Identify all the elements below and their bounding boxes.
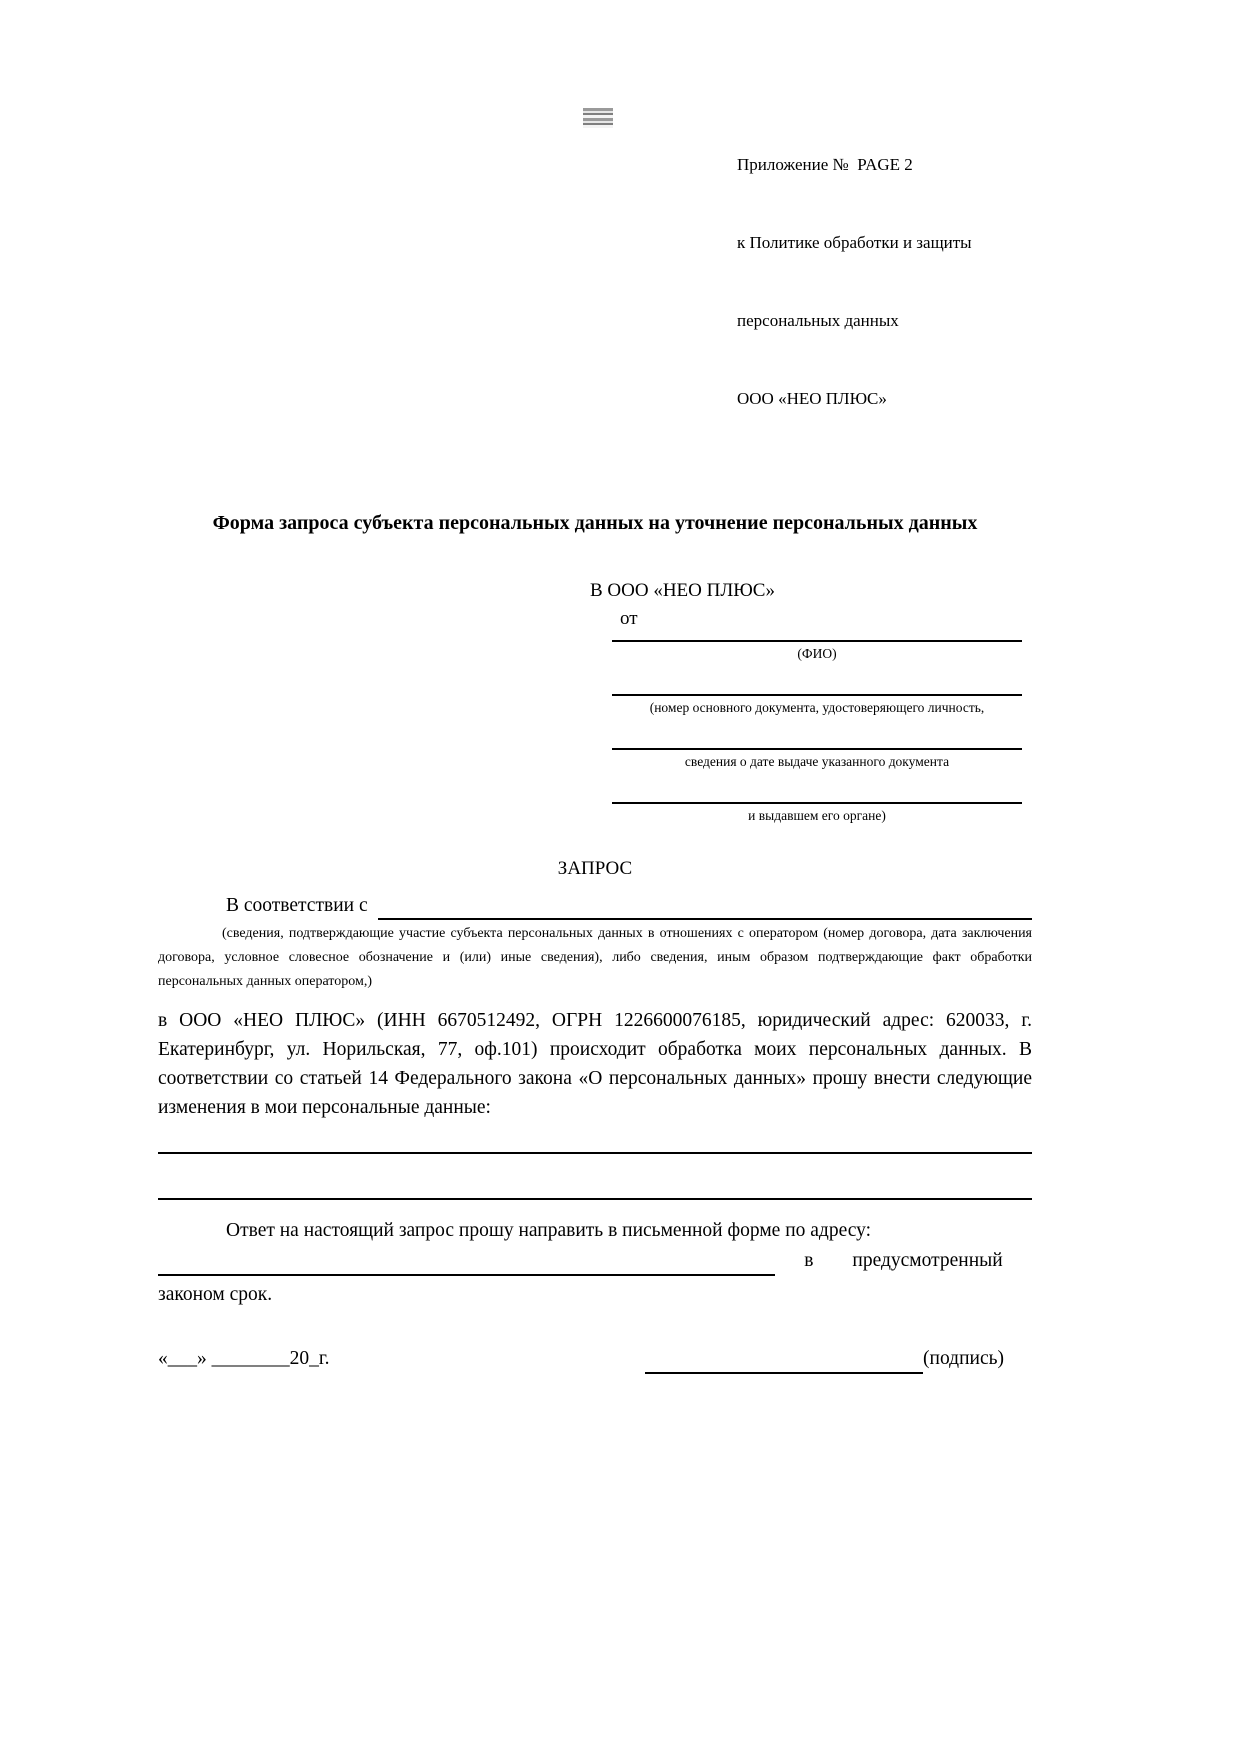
fine-print-note: (сведения, подтверждающие участие субъекта персональных данных в отношениях с оператором (номер договора, дата заключения договора, условное словесное обозначение и (или) иные сведения), либо сведения, иным образом подтверждающие факт обработки персональных данных оператором,) bbox=[158, 926, 1032, 989]
issuing-authority-blank-line[interactable] bbox=[612, 794, 1022, 804]
reply-address-line bbox=[158, 1246, 1032, 1276]
addressee-to: В ООО «НЕО ПЛЮС» bbox=[590, 580, 775, 601]
address-blank-line[interactable] bbox=[158, 1248, 775, 1276]
fio-caption: (ФИО) bbox=[797, 646, 837, 661]
issuing-authority-caption: и выдавшем его органе) bbox=[748, 808, 886, 823]
header-personal-data-line: персональных данных bbox=[737, 311, 899, 330]
date-blank-line[interactable]: «___» ________20_г. bbox=[158, 1348, 330, 1369]
addressee-block bbox=[158, 576, 1032, 824]
addressee-fields bbox=[612, 632, 1022, 824]
fio-blank-line[interactable] bbox=[612, 632, 1022, 642]
document-number-blank-line[interactable] bbox=[612, 686, 1022, 696]
intro-line bbox=[158, 892, 1032, 920]
signature-blank-line[interactable] bbox=[645, 1346, 923, 1374]
signature-caption: (подпись) bbox=[923, 1348, 1004, 1369]
issue-date-field bbox=[612, 740, 1022, 770]
from-label: от bbox=[620, 608, 638, 629]
form-title: Форма запроса субъекта персональных данных на уточнение персональных данных bbox=[212, 512, 978, 534]
signature-group bbox=[645, 1344, 1004, 1374]
changes-blank-line-1[interactable] bbox=[158, 1152, 1032, 1154]
issue-date-caption: сведения о дате выдаче указанного документа bbox=[684, 754, 950, 769]
basis-blank-line[interactable] bbox=[378, 894, 1032, 920]
header-policy-line: к Политике обработки и защиты bbox=[737, 233, 972, 252]
header-text-block bbox=[737, 100, 1032, 464]
document-number-field bbox=[612, 686, 1022, 716]
document-header bbox=[158, 100, 1032, 464]
reply-tail-words: в предусмотренный bbox=[804, 1250, 1003, 1271]
signature-row bbox=[158, 1344, 1032, 1374]
issue-date-blank-line[interactable] bbox=[612, 740, 1022, 750]
document-number-caption: (номер основного документа, удостоверяющего личность, bbox=[649, 700, 985, 715]
header-company-line: ООО «НЕО ПЛЮС» bbox=[737, 389, 887, 408]
changes-blank-line-2[interactable] bbox=[158, 1198, 1032, 1200]
reply-lead: Ответ на настоящий запрос прошу направить в письменной форме по адресу: bbox=[226, 1220, 872, 1241]
intro-prefix: В соответствии с bbox=[226, 895, 368, 916]
header-appendix-line: Приложение № PAGE 2 bbox=[737, 155, 913, 174]
request-body: в ООО «НЕО ПЛЮС» (ИНН 6670512492, ОГРН 1226600076185, юридический адрес: 620033, г. Екатеринбург, ул. Норильская, 77, оф.101) происходит обработка моих персональных данных. В соответствии со статьей 14 Федерального закона «О персональных данных» прошу внести следующие изменения в мои персональные данные: bbox=[158, 1010, 1032, 1118]
embedded-object-icon bbox=[583, 108, 613, 128]
issuing-authority-field bbox=[612, 794, 1022, 824]
fio-field bbox=[612, 632, 1022, 662]
reply-tail-line: законом срок. bbox=[158, 1284, 273, 1305]
request-heading: ЗАПРОС bbox=[557, 858, 633, 879]
